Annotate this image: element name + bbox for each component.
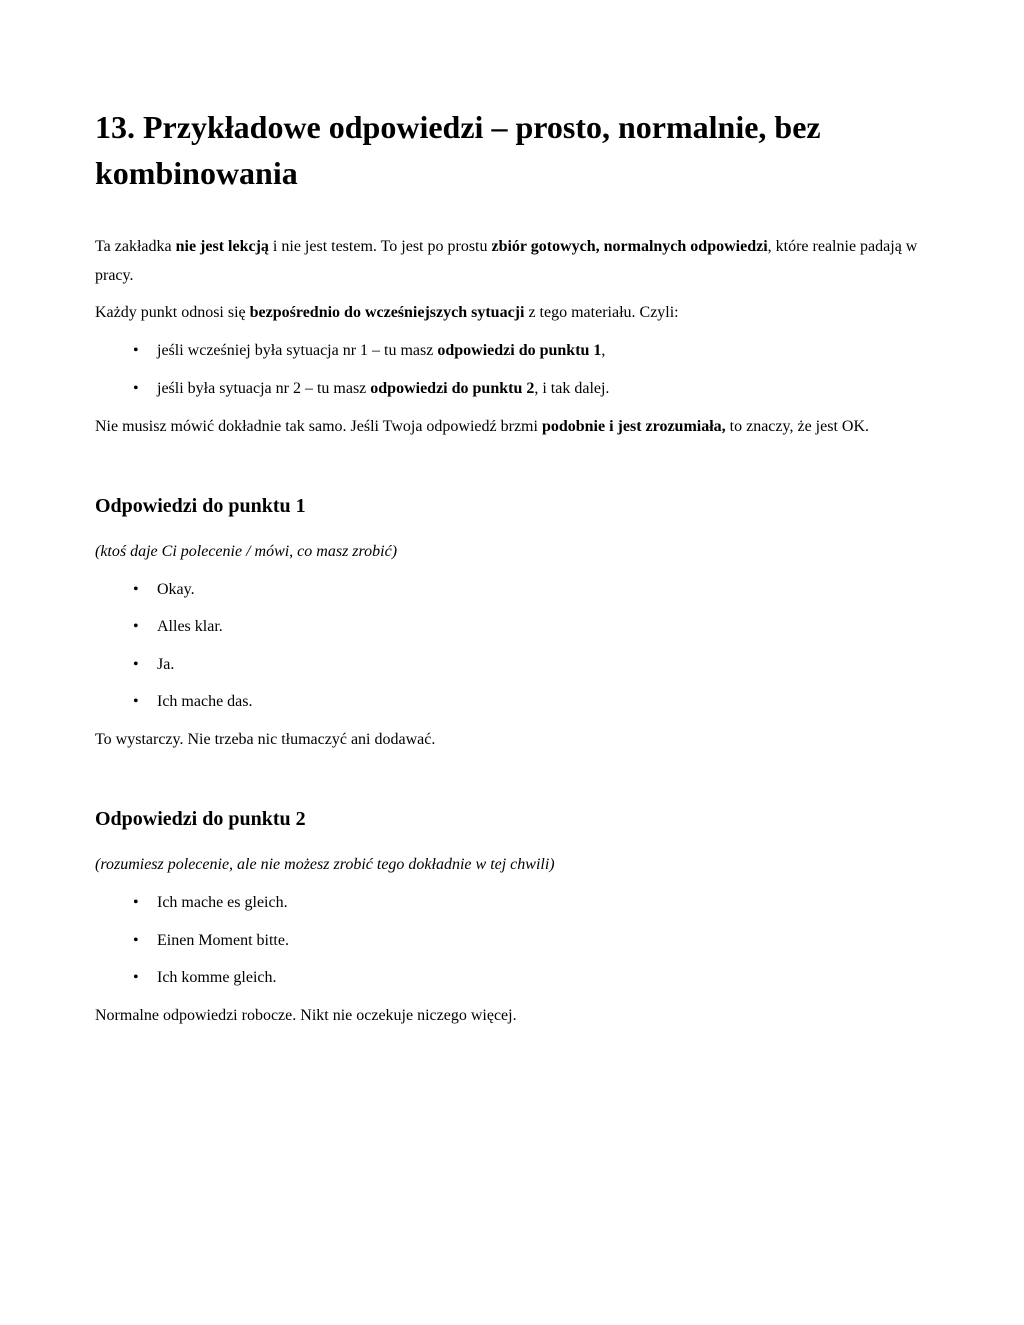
list-item-text <box>157 342 605 359</box>
bullet-icon: • <box>133 580 139 598</box>
text-run: bezpośrednio do wcześniejszych sytuacji <box>249 304 525 321</box>
text-run: podobnie i jest zrozumiała, <box>541 417 726 435</box>
text-run: i nie jest testem. To jest po prostu <box>268 238 492 255</box>
answer-item <box>95 687 928 716</box>
list-item <box>95 374 928 403</box>
answer-item <box>95 926 928 955</box>
answer-text: Ja. <box>157 655 175 673</box>
text-run: zbiór gotowych, normalnych odpowiedzi <box>491 238 768 255</box>
bullet-icon: • <box>133 931 139 949</box>
answer-item <box>95 963 928 992</box>
text-run: odpowiedzi do punktu 2 <box>370 379 535 397</box>
section-answers-2 <box>95 805 928 1030</box>
answer-item <box>95 575 928 604</box>
answer-text: Ich mache es gleich. <box>157 894 288 911</box>
bullet-icon: • <box>133 379 139 397</box>
list-item-text <box>157 380 609 397</box>
bullet-icon: • <box>133 655 139 673</box>
section-heading: Odpowiedzi do punktu 1 <box>95 494 306 517</box>
text-run: to znaczy, że jest OK. <box>725 417 869 435</box>
text-run: Ta zakładka <box>95 238 176 255</box>
text-run: jeśli wcześniej była sytuacja nr 1 – tu masz <box>157 342 438 359</box>
list-item <box>95 336 928 365</box>
text-run: odpowiedzi do punktu 1 <box>437 342 602 359</box>
text-run: jeśli była sytuacja nr 2 – tu masz <box>157 379 371 397</box>
document-title: 13. Przykładowe odpowiedzi – prosto, normalnie, bez kombinowania <box>95 109 821 191</box>
answer-text: Einen Moment bitte. <box>157 931 289 949</box>
answer-text: Alles klar. <box>157 618 223 635</box>
text-run: Każdy punkt odnosi się <box>95 304 250 321</box>
bullet-icon: • <box>133 693 139 710</box>
answers-list <box>95 575 928 717</box>
text-run: , które realnie padają w pracy. <box>95 238 918 284</box>
section-heading: Odpowiedzi do punktu 2 <box>95 808 306 830</box>
context-paragraph <box>95 298 928 327</box>
bullet-icon: • <box>133 342 139 359</box>
text-run: , <box>601 342 606 359</box>
answers-list <box>95 888 928 992</box>
closing-paragraph <box>95 412 928 441</box>
answer-item <box>95 612 928 641</box>
bullet-icon: • <box>133 894 139 911</box>
answer-text: Ich komme gleich. <box>157 969 277 986</box>
text-run: nie jest lekcją <box>175 238 269 255</box>
text-run: Nie musisz mówić dokładnie tak samo. Jeśli Twoja odpowiedź brzmi <box>95 417 542 435</box>
section-answers-1 <box>95 492 928 755</box>
section-note: (rozumiesz polecenie, ale nie możesz zrobić tego dokładnie w tej chwili) <box>95 856 555 873</box>
text-run: z tego materiału. Czyli: <box>524 304 679 321</box>
text-run: , i tak dalej. <box>534 379 610 397</box>
answer-text: Ich mache das. <box>157 693 253 710</box>
answer-item <box>95 888 928 917</box>
bullet-icon: • <box>133 969 139 986</box>
section-outro: To wystarczy. Nie trzeba nic tłumaczyć ani dodawać. <box>95 731 436 748</box>
intro-paragraph <box>95 232 928 290</box>
bullet-icon: • <box>133 618 139 635</box>
section-note: (ktoś daje Ci polecenie / mówi, co masz zrobić) <box>95 542 398 560</box>
section-outro: Normalne odpowiedzi robocze. Nikt nie oczekuje niczego więcej. <box>95 1007 517 1024</box>
context-list <box>95 336 928 403</box>
answer-item <box>95 650 928 679</box>
answer-text: Okay. <box>157 580 195 598</box>
